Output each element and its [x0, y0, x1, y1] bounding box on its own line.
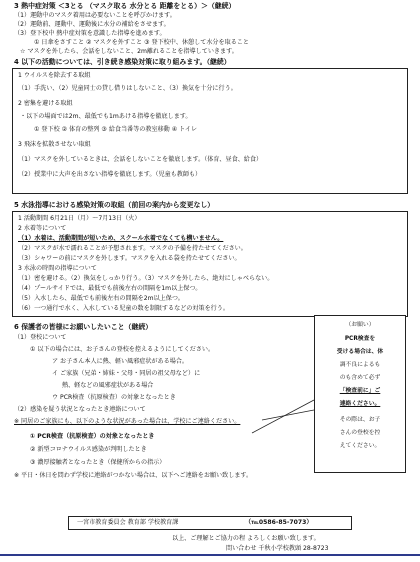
- contact-org: 一宮市教育委員会 教育部 学校教育課: [77, 519, 179, 526]
- section-4-item: （1）マスクを外しているときは、会話をしないことを徹底します。（体育、昼食、給食）: [18, 156, 263, 163]
- callout-line: （お願い）: [345, 322, 375, 328]
- section-4-item: （2）授業中に大声を出さない指導を徹底します。（児童も教師も）: [18, 171, 202, 178]
- section-3-note: ☆ マスクを外したら、会話をしないこと、2m離れることを指導していきます。: [20, 48, 238, 55]
- callout-line: さんの登校を控: [339, 430, 381, 436]
- section-5-item: （4）プールサイドでは、最低でも前後左右の間隔を1m以上保つ。: [18, 285, 202, 292]
- callout-line: えてください。: [339, 443, 381, 449]
- section-6-item: ③ 濃厚接触者となったとき（保健所からの指示）: [30, 459, 166, 466]
- callout-line: 連絡ください。: [339, 401, 381, 407]
- section-3-title: 3 熱中症対策 ＜3とる （マスク取る 水分とる 距離をとる）＞（継続）: [14, 2, 236, 10]
- section-5-item: （5）入水したら、最低でも前後左右の間隔を2m以上保つ。: [18, 295, 184, 302]
- section-3-item: （2）運動前、運動中、運動後に水分の補給をさせます。: [14, 21, 170, 28]
- bottom-rule: [0, 554, 420, 556]
- section-6-item-emphasis: ① PCR検査（抗原検査）の対象となったとき: [30, 433, 155, 440]
- section-6-item: ① 以下の場合には、お子さんの登校を控えるようにしてください。: [30, 346, 215, 353]
- contact-tel: （℡0586-85-7073）: [245, 519, 313, 526]
- section-4-item: （1）手洗い、（2）児童同士の貸し借りはしないこと、（3）換気を十分に行う。: [18, 85, 237, 92]
- pcr-notice-callout: [314, 315, 406, 473]
- section-5-item: 2 水着等について: [18, 225, 67, 232]
- section-4-title: 4 以下の活動については、引き続き感染対策に取り組みます。（継続）: [14, 58, 231, 66]
- section-5-item: 3 水泳の時間の指導について: [18, 265, 97, 272]
- closing-inquiry: 問い合わせ 千秋小学校教頭 28-8723: [226, 545, 329, 552]
- callout-line: PCR検査を: [344, 336, 376, 342]
- section-4-item: 1 ウイルスを除去する取組: [18, 72, 91, 79]
- pointer-line: [262, 410, 314, 420]
- section-4-item: ① 登下校 ② 体育の整列 ③ 給食当番等の教室移動 ④ トイレ: [34, 126, 198, 133]
- pointer-line: [252, 400, 314, 433]
- section-6-title: 6 保護者の皆様にお願いしたいこと（継続）: [14, 323, 153, 331]
- closing-thanks: 以上、ご理解とご協力の程 よろしくお願い致します。: [172, 535, 320, 542]
- callout-line: その際は、お子: [339, 417, 381, 423]
- section-5-item: （3）シャワーの前にマスクを外します。マスクを入れる袋を持たせてください。: [18, 255, 241, 262]
- section-5-item: （2）マスクが水で濡れることが予想されます。マスクの予備を持たせてください。: [18, 245, 247, 252]
- section-6-item: 熱、軽などの風邪症状がある場合: [62, 382, 154, 389]
- section-5-item-emphasis: （1）水着は、活動期間が短いため、スクール水着でなくても構いません。: [18, 235, 224, 242]
- section-6-item: （1）登校について: [14, 334, 67, 341]
- section-6-item: ※ 平日・休日を問わず学校に連絡がつかない場合は、以下へご連絡をお願い致します。: [14, 472, 253, 479]
- section-5-item: 1 活動期間 6月21日（月）〜7月13日（火）: [18, 215, 141, 222]
- section-4-item: 3 飛沫を拡散させない取組: [18, 141, 91, 148]
- section-6-item: ウ PCR検査（抗原検査）の対象となったとき: [52, 394, 176, 401]
- section-4-item: ・以下の場面では2m、最低でも1mあける指導を徹底します。: [20, 113, 192, 120]
- section-3-item: （1）運動中のマスク着用は必要ないことを呼びかけます。: [14, 12, 176, 19]
- callout-line: 調不良によるも: [339, 362, 381, 368]
- section-6-item: （2）感染を疑う状況となったとき連絡について: [14, 406, 146, 413]
- callout-line: 受ける場合は、体: [336, 349, 384, 355]
- section-4-item: 2 密集を避ける取組: [18, 100, 73, 107]
- section-6-item: ア お子さん本人に熱、軽い風邪症状がある場合。: [52, 358, 188, 365]
- section-6-item: ② 新型コロナウイルス感染が判明したとき: [30, 446, 147, 453]
- section-3-item: （3）登下校中 熱中症対策を意識した指導を進めます。: [14, 30, 166, 37]
- section-5-item: （1）密を避ける。（2）換気をしっかり行う。（3）マスクを外したら、絶対にしゃべらない。: [18, 275, 274, 282]
- contact-box: [68, 516, 352, 530]
- section-3-item: ① 日傘をさすこと ② マスクを外すこと ③ 登下校中、休憩して水分を取ること: [34, 39, 249, 46]
- section-6-item: ※ 同居のご家族にも、以下のような状況があった場合は、学校にご連絡ください。: [14, 418, 241, 425]
- callout-line: のも含めて必ず: [339, 375, 381, 381]
- section-5-item: （6）一つ通行で水く、入水している児童の数を制限するなどの対策を行う。: [18, 305, 229, 312]
- section-5-title: 5 水泳指導における感染対策の取組（前回の案内から変更なし）: [14, 201, 215, 209]
- section-6-item: イ ご家族（兄弟・姉妹・父母・同居の祖父母など）に: [52, 370, 201, 377]
- callout-line: 「検査前に」ご: [339, 388, 381, 394]
